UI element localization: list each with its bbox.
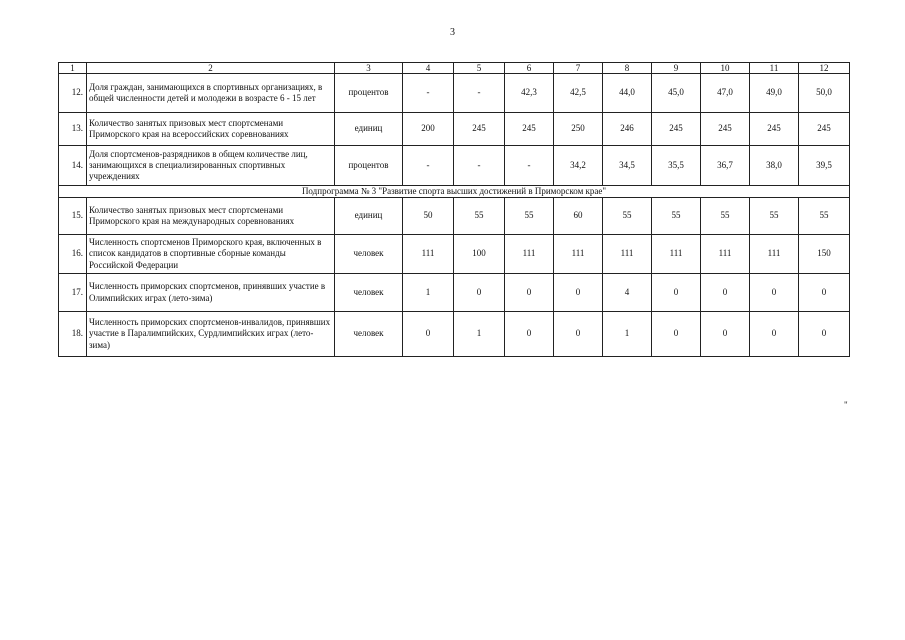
value-cell: 0 xyxy=(750,312,799,357)
row-description: Доля спортсменов-разрядников в общем количестве лиц, занимающихся в специализированных спортивных учреждениях xyxy=(87,146,335,186)
value-cell: 0 xyxy=(701,274,750,312)
row-description: Доля граждан, занимающихся в спортивных организациях, в общей численности детей и молодежи в возрасте 6 - 15 лет xyxy=(87,74,335,113)
header-cell: 1 xyxy=(59,63,87,74)
value-cell: 0 xyxy=(652,312,701,357)
value-cell: 50 xyxy=(403,198,454,235)
subprogram-title: Подпрограмма № 3 "Развитие спорта высших достижений в Приморском крае" xyxy=(59,186,850,198)
value-cell: 0 xyxy=(505,274,554,312)
value-cell: 55 xyxy=(750,198,799,235)
value-cell: 111 xyxy=(554,235,603,274)
page-number: 3 xyxy=(450,27,455,38)
value-cell: 55 xyxy=(454,198,505,235)
row-unit: единиц xyxy=(335,113,403,146)
table-row xyxy=(59,198,850,235)
value-cell: 100 xyxy=(454,235,505,274)
row-description: Количество занятых призовых мест спортсменами Приморского края на международных соревнованиях xyxy=(87,198,335,235)
header-cell: 11 xyxy=(750,63,799,74)
value-cell: - xyxy=(454,74,505,113)
header-cell: 4 xyxy=(403,63,454,74)
row-number: 14. xyxy=(59,146,87,186)
row-unit: процентов xyxy=(335,146,403,186)
value-cell: 35,5 xyxy=(652,146,701,186)
value-cell: 55 xyxy=(505,198,554,235)
value-cell: 42,3 xyxy=(505,74,554,113)
value-cell: 250 xyxy=(554,113,603,146)
value-cell: 0 xyxy=(750,274,799,312)
value-cell: 39,5 xyxy=(799,146,850,186)
value-cell: 0 xyxy=(454,274,505,312)
value-cell: 55 xyxy=(603,198,652,235)
value-cell: 246 xyxy=(603,113,652,146)
value-cell: 0 xyxy=(554,312,603,357)
indicators-table xyxy=(58,62,850,357)
value-cell: 111 xyxy=(603,235,652,274)
value-cell: - xyxy=(403,74,454,113)
value-cell: 245 xyxy=(701,113,750,146)
row-description: Численность спортсменов Приморского края, включенных в список кандидатов в спортивные сборные команды Российской Федерации xyxy=(87,235,335,274)
value-cell: 4 xyxy=(603,274,652,312)
closing-quote-mark: " xyxy=(844,400,848,410)
row-unit: процентов xyxy=(335,74,403,113)
header-cell: 8 xyxy=(603,63,652,74)
value-cell: 0 xyxy=(652,274,701,312)
table-row xyxy=(59,74,850,113)
row-number: 16. xyxy=(59,235,87,274)
row-unit: человек xyxy=(335,235,403,274)
value-cell: 44,0 xyxy=(603,74,652,113)
value-cell: 36,7 xyxy=(701,146,750,186)
value-cell: 38,0 xyxy=(750,146,799,186)
row-number: 12. xyxy=(59,74,87,113)
value-cell: 49,0 xyxy=(750,74,799,113)
subprogram-row xyxy=(59,186,850,198)
row-description: Количество занятых призовых мест спортсменами Приморского края на всероссийских соревнованиях xyxy=(87,113,335,146)
header-cell: 10 xyxy=(701,63,750,74)
value-cell: 245 xyxy=(799,113,850,146)
value-cell: - xyxy=(403,146,454,186)
value-cell: - xyxy=(505,146,554,186)
value-cell: 1 xyxy=(603,312,652,357)
value-cell: 47,0 xyxy=(701,74,750,113)
value-cell: 1 xyxy=(454,312,505,357)
table-body xyxy=(59,63,850,357)
value-cell: 0 xyxy=(799,274,850,312)
value-cell: 111 xyxy=(505,235,554,274)
row-number: 17. xyxy=(59,274,87,312)
value-cell: 55 xyxy=(652,198,701,235)
value-cell: 200 xyxy=(403,113,454,146)
row-unit: человек xyxy=(335,274,403,312)
value-cell: 0 xyxy=(701,312,750,357)
value-cell: 245 xyxy=(750,113,799,146)
value-cell: 34,5 xyxy=(603,146,652,186)
value-cell: 0 xyxy=(505,312,554,357)
value-cell: 0 xyxy=(799,312,850,357)
row-number: 15. xyxy=(59,198,87,235)
header-cell: 2 xyxy=(87,63,335,74)
value-cell: 0 xyxy=(554,274,603,312)
header-cell: 12 xyxy=(799,63,850,74)
value-cell: 60 xyxy=(554,198,603,235)
value-cell: 111 xyxy=(403,235,454,274)
value-cell: 34,2 xyxy=(554,146,603,186)
value-cell: 42,5 xyxy=(554,74,603,113)
value-cell: 55 xyxy=(701,198,750,235)
value-cell: 0 xyxy=(403,312,454,357)
value-cell: 245 xyxy=(505,113,554,146)
value-cell: 50,0 xyxy=(799,74,850,113)
value-cell: 245 xyxy=(454,113,505,146)
header-cell: 9 xyxy=(652,63,701,74)
value-cell: 150 xyxy=(799,235,850,274)
table-row xyxy=(59,235,850,274)
value-cell: 245 xyxy=(652,113,701,146)
row-description: Численность приморских спортсменов-инвалидов, принявших участие в Паралимпийских, Сурдлимпийских играх (лето-зима) xyxy=(87,312,335,357)
row-number: 18. xyxy=(59,312,87,357)
value-cell: 55 xyxy=(799,198,850,235)
header-cell: 7 xyxy=(554,63,603,74)
table-row xyxy=(59,146,850,186)
header-cell: 3 xyxy=(335,63,403,74)
header-cell: 5 xyxy=(454,63,505,74)
row-unit: единиц xyxy=(335,198,403,235)
row-number: 13. xyxy=(59,113,87,146)
row-description: Численность приморских спортсменов, принявших участие в Олимпийских играх (лето-зима) xyxy=(87,274,335,312)
value-cell: - xyxy=(454,146,505,186)
value-cell: 1 xyxy=(403,274,454,312)
value-cell: 111 xyxy=(701,235,750,274)
table-row xyxy=(59,274,850,312)
value-cell: 111 xyxy=(750,235,799,274)
value-cell: 111 xyxy=(652,235,701,274)
table-row xyxy=(59,113,850,146)
value-cell: 45,0 xyxy=(652,74,701,113)
table-row xyxy=(59,312,850,357)
row-unit: человек xyxy=(335,312,403,357)
header-row xyxy=(59,63,850,74)
header-cell: 6 xyxy=(505,63,554,74)
